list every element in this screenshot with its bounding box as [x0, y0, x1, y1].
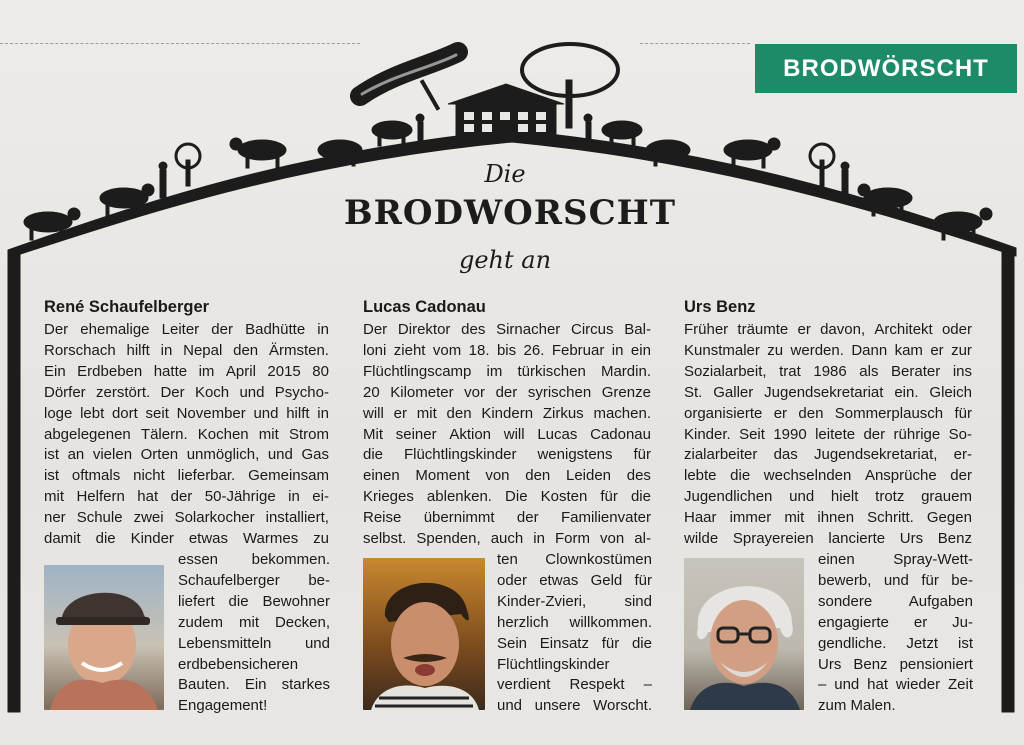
text-line: Reise übernimmt der Familienvater: [363, 509, 651, 527]
article-column: [684, 296, 972, 550]
text-line: – und hat wieder Zeit: [818, 676, 973, 694]
text-line: Urs Benz pensioniert: [818, 655, 973, 673]
text-line: Flüchtlingskinder: [497, 655, 610, 673]
text-line: Krieges ablenken. Die Kosten für die: [363, 488, 651, 506]
photo-urs-benz: [684, 558, 804, 710]
text-line: Kunstmaler zu werden. Dann kam er zur: [684, 341, 972, 359]
text-line: Kinder-Zvieri, sind: [497, 592, 652, 610]
text-line: einen Moment von den Leiden des: [363, 467, 651, 485]
article-column-wrap: [818, 550, 973, 717]
text-line: organisierte er den Sommerplausch für: [684, 404, 972, 422]
text-line: damit die Kinder etwas Warmes zu: [44, 530, 329, 548]
portrait-man-cap-icon: [44, 565, 164, 710]
article-column: [363, 296, 651, 550]
text-line: verdient Respekt –: [497, 676, 652, 694]
text-line: ist oftmals nicht lieferbar. Gemeinsam: [44, 467, 329, 485]
text-line: loni zieht vom 18. bis 26. Februar in ein: [363, 341, 651, 359]
text-line: lebte die wechselnden Ansprüche der: [684, 467, 972, 485]
text-line: zum Malen.: [818, 697, 896, 715]
text-line: herzlich willkommen.: [497, 613, 652, 631]
sausage-icon: [360, 52, 458, 111]
text-line: Sein Einsatz für die: [497, 634, 652, 652]
text-line: zudem mit Decken,: [178, 613, 330, 631]
text-line: Haar immer mit ihnen Schritt. Gegen: [684, 509, 972, 527]
text-line: Bauten. Ein starkes: [178, 676, 330, 694]
article-column-wrap: [497, 550, 652, 717]
text-line: Mit seiner Aktion will Lucas Cadonau: [363, 425, 651, 443]
article-body-wrap: [497, 550, 652, 717]
photo-lucas-cadonau: [363, 558, 485, 710]
text-line: Dörfer zerstört. Der Koch und Psycho-: [44, 383, 329, 401]
headline-main: BRODWORSCHT: [343, 193, 677, 233]
text-line: mit Helfern hat der 50-Jährige in ei-: [44, 488, 329, 506]
article-name: Urs Benz: [684, 298, 756, 316]
article-column: [44, 296, 329, 550]
text-line: St. Galler Jugendsekretariat ein. Gleich: [684, 383, 972, 401]
headline-bottom: geht an: [458, 246, 552, 274]
article-body: [363, 320, 651, 550]
portrait-man-mustache-icon: [363, 558, 485, 710]
headline-top: Die: [484, 160, 526, 188]
article-body-wrap: [818, 550, 973, 717]
text-line: oder etwas Geld für: [497, 571, 652, 589]
text-line: und unsere Worscht.: [497, 697, 652, 715]
text-line: Engagement!: [178, 697, 268, 715]
text-line: will er mit den Kindern Zirkus machen.: [363, 404, 651, 422]
text-line: selbst. Spenden, auch in Form von al-: [363, 530, 651, 548]
text-line: die Flüchtlingskinder wenigstens für: [363, 446, 651, 464]
text-line: einen Spray-Wett-: [818, 551, 973, 568]
text-line: Jugendlichen und hielt trotz grauem: [684, 488, 972, 506]
portrait-man-glasses-icon: [684, 558, 804, 710]
text-line: liefert die Bewohner: [178, 592, 330, 610]
text-line: ten Clownkostümen: [497, 551, 652, 568]
text-line: ist an vielen Orten unmöglich, und Gas: [44, 446, 329, 464]
article-body: [684, 320, 972, 550]
text-line: Schaufelberger be-: [178, 571, 330, 589]
article-body: [44, 320, 329, 550]
text-line: Lebensmitteln und: [178, 634, 330, 652]
text-line: gendliche. Jetzt ist: [818, 634, 973, 652]
article-name: Lucas Cadonau: [363, 298, 486, 316]
text-line: 20 Kilometer vor der syrischen Grenze: [363, 383, 651, 401]
photo-rene-schaufelberger: [44, 565, 164, 710]
text-line: sondere Aufgaben: [818, 592, 973, 610]
article-name: René Schaufelberger: [44, 298, 210, 316]
text-line: Der ehemalige Leiter der Badhütte in: [44, 321, 329, 338]
text-line: ner Schule zwei Solarkocher installiert,: [44, 509, 329, 527]
text-line: Ein Erdbeben hatte im April 2015 80: [44, 362, 329, 380]
text-line: zialarbeiter das Jugendsekretariat, er-: [684, 446, 972, 464]
text-line: Früher träumte er davon, Architekt oder: [684, 321, 972, 338]
article-column-wrap: [178, 550, 330, 717]
text-line: Flüchtlingscamp im türkischen Mardin.: [363, 362, 651, 380]
text-line: engagierte er Ju-: [818, 613, 973, 631]
text-line: essen bekommen.: [178, 551, 330, 568]
text-line: Rorschach hilft in Nepal den Ärmsten.: [44, 341, 329, 359]
text-line: abgelegenen Tälern. Kochen mit Strom: [44, 425, 329, 443]
text-line: Sozialarbeit, trat 1986 als Berater ins: [684, 362, 972, 380]
text-line: wilde Sprayereien lancierte Urs Benz: [684, 530, 972, 548]
text-line: Kinder. Seit 1990 leitete der rührige So-: [684, 425, 972, 443]
text-line: loge lebt dort seit November und hilft in: [44, 404, 329, 422]
text-line: erdbebensicheren: [178, 655, 299, 673]
text-line: bewerb, und für be-: [818, 571, 973, 589]
section-tag: BRODWÖRSCHT: [755, 44, 1017, 93]
text-line: Der Direktor des Sirnacher Circus Bal-: [363, 321, 651, 338]
article-body-wrap: [178, 550, 330, 717]
